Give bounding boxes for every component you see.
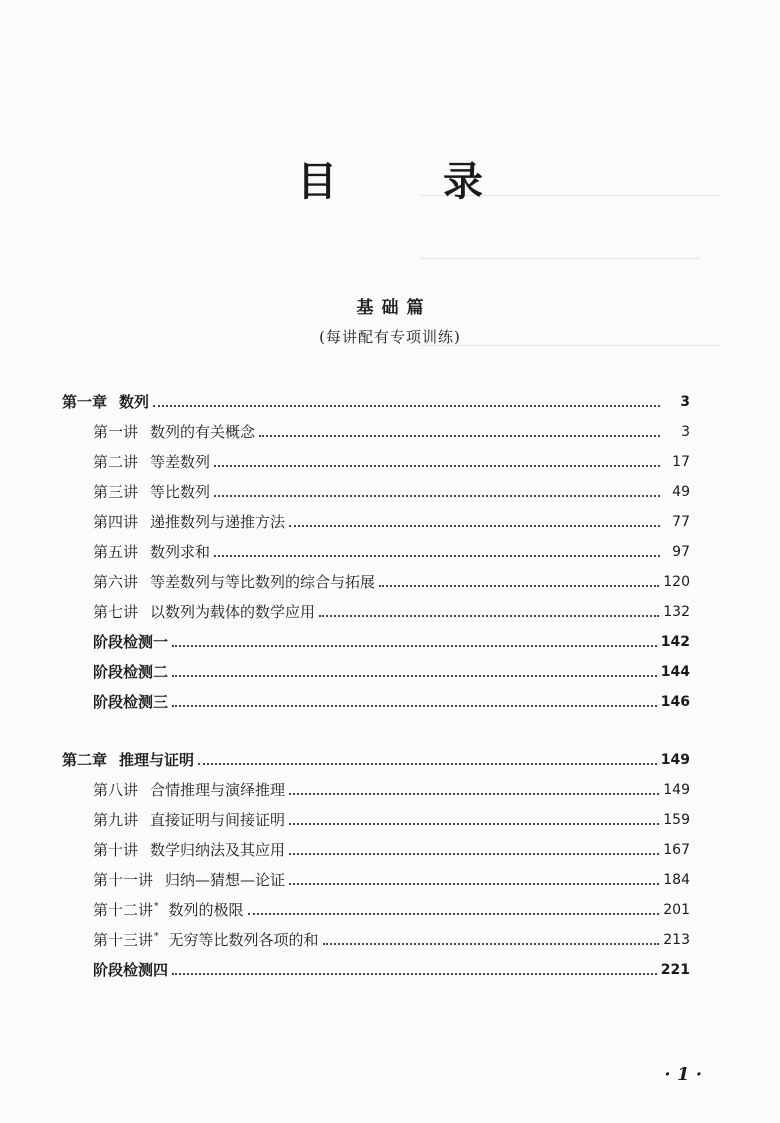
stage-test-title: 阶段检测四 (93, 961, 169, 979)
optional-marker: * (154, 902, 159, 912)
chapter-title: 数列 (119, 393, 150, 411)
lecture-number: 第一讲 (93, 423, 139, 441)
page-ref: 213 (663, 932, 690, 948)
dot-leader (289, 882, 659, 885)
toc-lecture[interactable] (93, 568, 690, 592)
section-subtitle: (每讲配有专项训练) (319, 328, 461, 346)
lecture-title: 数列的有关概念 (150, 423, 256, 441)
page-ref: 132 (663, 604, 690, 620)
toc-lecture[interactable] (93, 806, 690, 830)
page-ref: 77 (672, 514, 690, 530)
toc-stage-test[interactable] (93, 956, 690, 980)
page-ref: 144 (660, 664, 690, 680)
lecture-title: 归纳—猜想—论证 (165, 871, 286, 889)
lecture-title: 等比数列 (150, 483, 211, 501)
page-ref: 221 (660, 962, 690, 978)
toc-lecture[interactable] (93, 418, 690, 442)
chapter-number: 第二章 (62, 751, 108, 769)
toc-lecture[interactable] (93, 448, 690, 472)
toc-lecture[interactable] (93, 836, 690, 860)
stage-test-title: 阶段检测二 (93, 663, 169, 681)
dot-leader (289, 524, 660, 527)
dot-leader (319, 614, 659, 617)
page-ref: 3 (681, 424, 690, 440)
lecture-number: 第十二讲 (93, 901, 154, 919)
dot-leader (379, 584, 659, 587)
toc-chapter[interactable] (62, 746, 690, 770)
dot-leader (172, 674, 657, 677)
page-ref: 201 (663, 902, 690, 918)
dot-leader (172, 644, 657, 647)
dot-leader (259, 434, 660, 437)
page-ref: 120 (663, 574, 690, 590)
page-ref: 167 (663, 842, 690, 858)
toc-lecture[interactable] (93, 508, 690, 532)
lecture-number: 第八讲 (93, 781, 139, 799)
chapter-number: 第一章 (62, 393, 108, 411)
lecture-title: 数学归纳法及其应用 (150, 841, 286, 859)
lecture-number: 第七讲 (93, 603, 139, 621)
toc-chapter[interactable] (62, 388, 690, 412)
page-ref: 49 (672, 484, 690, 500)
dot-leader (289, 822, 659, 825)
stage-test-title: 阶段检测三 (93, 693, 169, 711)
dot-leader (172, 972, 657, 975)
page-ref: 149 (660, 752, 690, 768)
toc-lecture[interactable] (93, 598, 690, 622)
page-ref: 3 (680, 394, 690, 410)
lecture-number: 第六讲 (93, 573, 139, 591)
dot-leader (323, 942, 660, 945)
dot-leader (289, 792, 659, 795)
lecture-title: 无穷等比数列各项的和 (168, 931, 319, 949)
stage-test-title: 阶段检测一 (93, 633, 169, 651)
toc-lecture[interactable] (93, 926, 690, 950)
lecture-number: 第四讲 (93, 513, 139, 531)
lecture-number: 第九讲 (93, 811, 139, 829)
page-ref: 184 (663, 872, 690, 888)
dot-leader (248, 912, 660, 915)
dot-leader (214, 554, 660, 557)
dot-leader (172, 704, 657, 707)
page-ref: 142 (660, 634, 690, 650)
page-ref: 149 (663, 782, 690, 798)
lecture-title: 直接证明与间接证明 (150, 811, 286, 829)
toc-stage-test[interactable] (93, 658, 690, 682)
page-ref: 17 (672, 454, 690, 470)
lecture-number: 第十讲 (93, 841, 139, 859)
lecture-number: 第五讲 (93, 543, 139, 561)
page-ref: 97 (672, 544, 690, 560)
section-title: 基础篇 (356, 298, 432, 318)
chapter-title: 推理与证明 (119, 751, 195, 769)
lecture-title: 等差数列与等比数列的综合与拓展 (150, 573, 376, 591)
toc-stage-test[interactable] (93, 688, 690, 712)
dot-leader (214, 494, 660, 497)
optional-marker: * (154, 932, 159, 942)
lecture-title: 以数列为载体的数学应用 (150, 603, 316, 621)
toc-lecture[interactable] (93, 538, 690, 562)
dot-leader (214, 464, 660, 467)
toc-stage-test[interactable] (93, 628, 690, 652)
lecture-title: 等差数列 (150, 453, 211, 471)
dot-leader (289, 852, 659, 855)
page-ref: 159 (663, 812, 690, 828)
lecture-title: 递推数列与递推方法 (150, 513, 286, 531)
page-number: · 1 · (664, 1064, 702, 1085)
page-ref: 146 (660, 694, 690, 710)
page-title: 目 录 (297, 159, 529, 205)
lecture-number: 第三讲 (93, 483, 139, 501)
lecture-number: 第十一讲 (93, 871, 154, 889)
lecture-title: 合情推理与演绎推理 (150, 781, 286, 799)
toc-lecture[interactable] (93, 776, 690, 800)
lecture-number: 第二讲 (93, 453, 139, 471)
lecture-title: 数列的极限 (168, 901, 244, 919)
toc-lecture[interactable] (93, 478, 690, 502)
lecture-number: 第十三讲 (93, 931, 154, 949)
lecture-title: 数列求和 (150, 543, 211, 561)
dot-leader (153, 404, 660, 407)
toc-lecture[interactable] (93, 866, 690, 890)
show-through-line (420, 258, 700, 259)
dot-leader (198, 762, 657, 765)
toc-lecture[interactable] (93, 896, 690, 920)
